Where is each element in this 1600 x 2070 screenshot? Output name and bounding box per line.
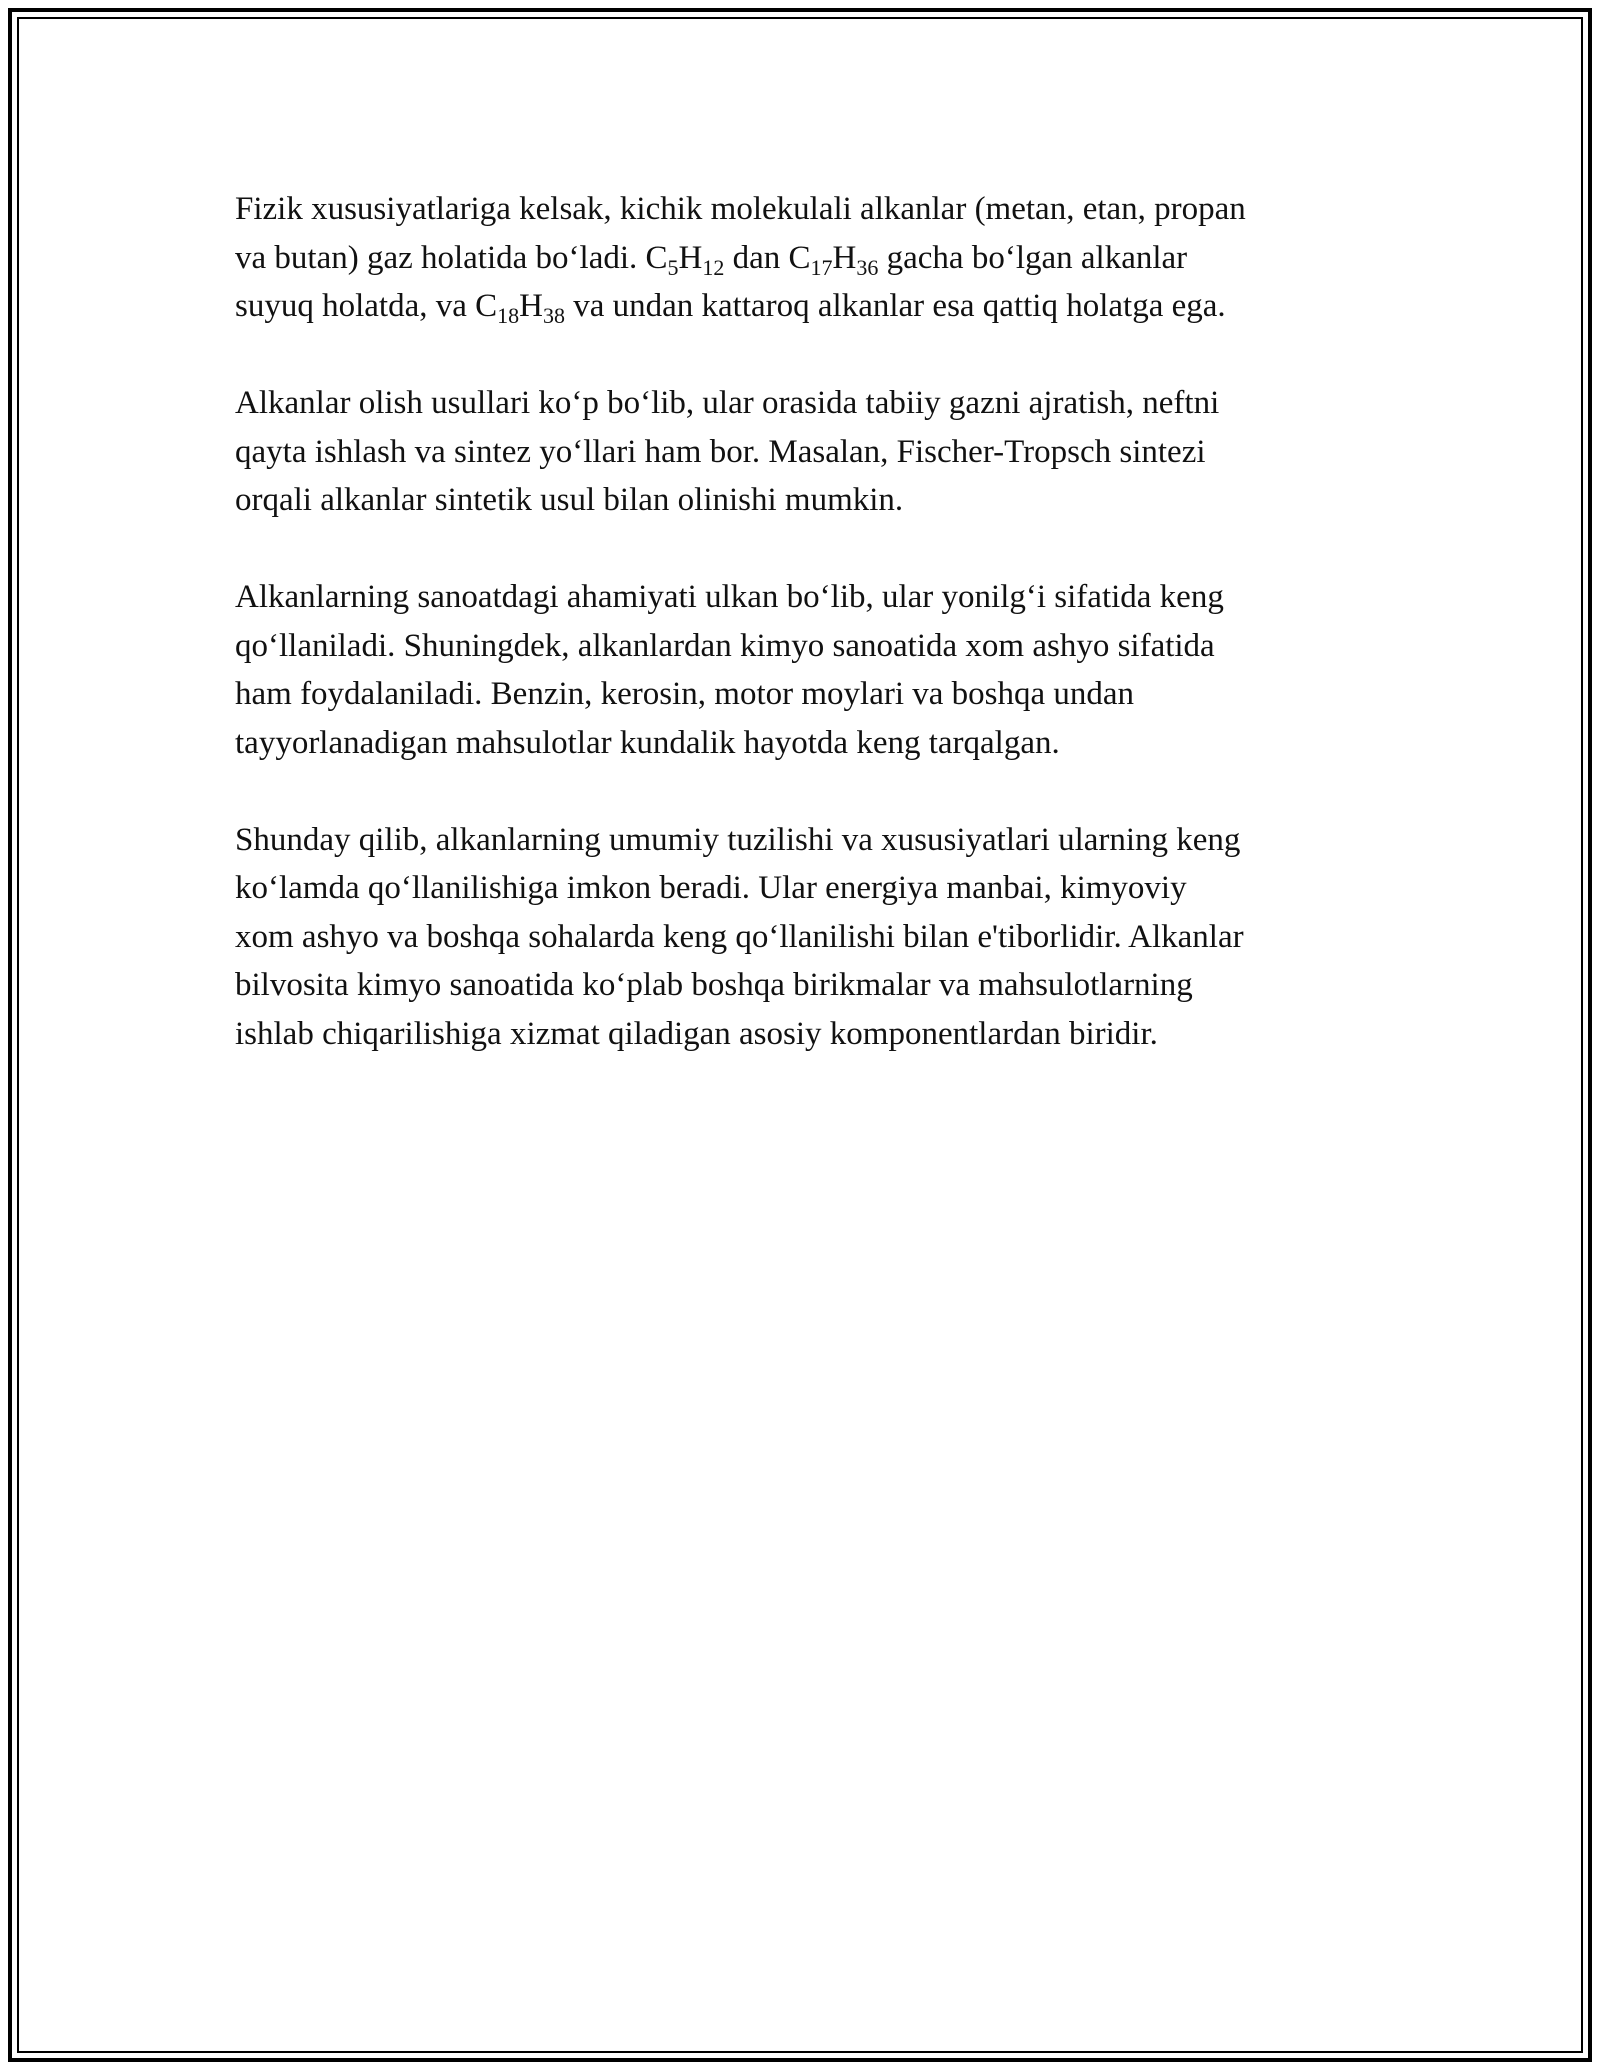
subscript: 38 (542, 303, 565, 328)
text-line: Fizik xususiyatlariga kelsak, kichik molekulali alkanlar (metan, etan, propan (235, 191, 1246, 227)
subscript: 18 (497, 303, 520, 328)
text-line: bilvosita kimyo sanoatida ko‘plab boshqa birikmalar va mahsulotlarning (235, 967, 1193, 1003)
text-line: va butan) gaz holatida bo‘ladi. $C_5H_{12}$ dan $C_{17}H_{36}$ gacha bo‘lgan alkanlar (235, 239, 1188, 280)
text-line: qo‘llaniladi. Shuningdek, alkanlardan kimyo sanoatida xom ashyo sifatida (235, 627, 1215, 664)
subscript: 5 (667, 254, 679, 280)
text-line: Shunday qilib, alkanlarning umumiy tuzilishi va xususiyatlari ularning keng (235, 821, 1241, 858)
text-line: ko‘lamda qo‘llanilishiga imkon beradi. Ular energiya manbai, kimyoviy (235, 870, 1187, 906)
paragraph-production-methods (235, 379, 1370, 525)
text-line: xom ashyo va boshqa sohalarda keng qo‘llanilishi bilan e'tiborlidir. Alkanlar (235, 918, 1244, 955)
text-line: ishlab chiqarilishiga xizmat qiladigan asosiy komponentlardan biridir. (235, 1015, 1158, 1052)
document-body (235, 185, 1370, 1107)
text-line: suyuq holatda, va $C_{18}H_{38}$ va undan kattaroq alkanlar esa qattiq holatga ega. (235, 288, 1226, 328)
subscript: 36 (856, 254, 879, 280)
paragraph-industrial-importance (235, 573, 1370, 767)
text-line: tayyorlanadigan mahsulotlar kundalik hayotda keng tarqalgan. (235, 724, 1060, 761)
text-line: Alkanlarning sanoatdagi ahamiyati ulkan bo‘lib, ular yonilg‘i sifatida keng (235, 579, 1224, 615)
subscript: 12 (702, 254, 725, 280)
text-line: orqali alkanlar sintetik usul bilan olinishi mumkin. (235, 482, 904, 518)
text-line: qayta ishlash va sintez yo‘llari ham bor. Masalan, Fischer-Tropsch sintezi (235, 433, 1206, 470)
subscript: 17 (810, 254, 833, 280)
text-line: Alkanlar olish usullari ko‘p bo‘lib, ular orasida tabiiy gazni ajratish, neftni (235, 385, 1220, 421)
paragraph-conclusion (235, 816, 1370, 1059)
text-line: ham foydalaniladi. Benzin, kerosin, motor moylari va boshqa undan (235, 676, 1135, 712)
paragraph-physical-properties (235, 185, 1370, 331)
